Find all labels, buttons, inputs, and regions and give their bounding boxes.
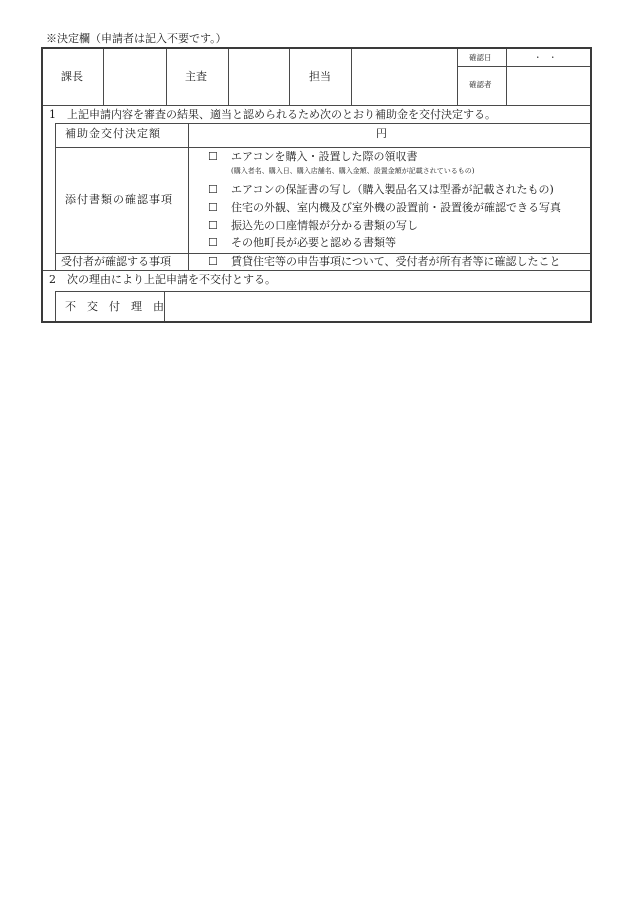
receiver-checkbox[interactable]: ☐ [208,255,218,268]
grid-line [506,49,507,105]
receiver-item: 賃貸住宅等の申告事項について、受付者が所有者等に確認したこと [231,255,561,268]
grid-line [351,49,352,105]
tanto-label: 担当 [309,70,331,83]
grid-line [55,253,590,254]
confirm-date-label: 確認日 [469,53,492,62]
receiver-label: 受付者が確認する事項 [61,255,171,268]
confirm-date-dots: ・ ・ [534,53,557,62]
amount-unit: 円 [376,127,387,140]
grid-line [55,291,56,321]
doc-checkbox-5[interactable]: ☐ [208,236,218,249]
grid-line [457,66,590,67]
doc-checkbox-3[interactable]: ☐ [208,201,218,214]
shusa-label: 主査 [185,70,207,83]
grid-line [43,270,590,271]
decision-form [41,47,592,323]
confirmer-label: 確認者 [469,80,492,89]
doc-item-3: 住宅の外観、室内機及び室外機の設置前・設置後が確認できる写真 [231,201,561,214]
section2-heading: 2 次の理由により上記申請を不交付とする。 [49,273,276,286]
doc-checkbox-2[interactable]: ☐ [208,183,218,196]
doc-checkbox-1[interactable]: ☐ [208,150,218,163]
grid-line [103,49,104,105]
doc-item-1-detail: (購入者名、購入日、購入店舗名、購入金額、設置金額が記載されているもの) [231,167,475,175]
doc-item-1: エアコンを購入・設置した際の領収書 [231,150,418,163]
doc-item-5: その他町長が必要と認める書類等 [231,236,396,249]
grid-line [55,123,56,270]
docs-label: 添付書類の確認事項 [65,193,173,206]
doc-item-4: 振込先の口座情報が分かる書類の写し [231,219,418,232]
reason-field[interactable] [165,292,589,321]
doc-checkbox-4[interactable]: ☐ [208,219,218,232]
grid-line [55,123,590,124]
grid-line [43,105,590,106]
grid-line [55,147,590,148]
decision-note: ※決定欄（申請者は記入不要です。） [46,32,227,45]
grid-line [228,49,229,105]
grid-line [289,49,290,105]
grid-line [166,49,167,105]
doc-item-2: エアコンの保証書の写し（購入製品名又は型番が記載されたもの) [231,183,554,196]
amount-label: 補助金交付決定額 [65,127,161,140]
grid-line [188,123,189,270]
reason-label: 不 交 付 理 由 [65,300,164,313]
kacho-label: 課長 [61,70,83,83]
section1-heading: 1 上記申請内容を審査の結果、適当と認められるため次のとおり補助金を交付決定する。 [49,108,496,121]
grid-line [457,49,458,105]
